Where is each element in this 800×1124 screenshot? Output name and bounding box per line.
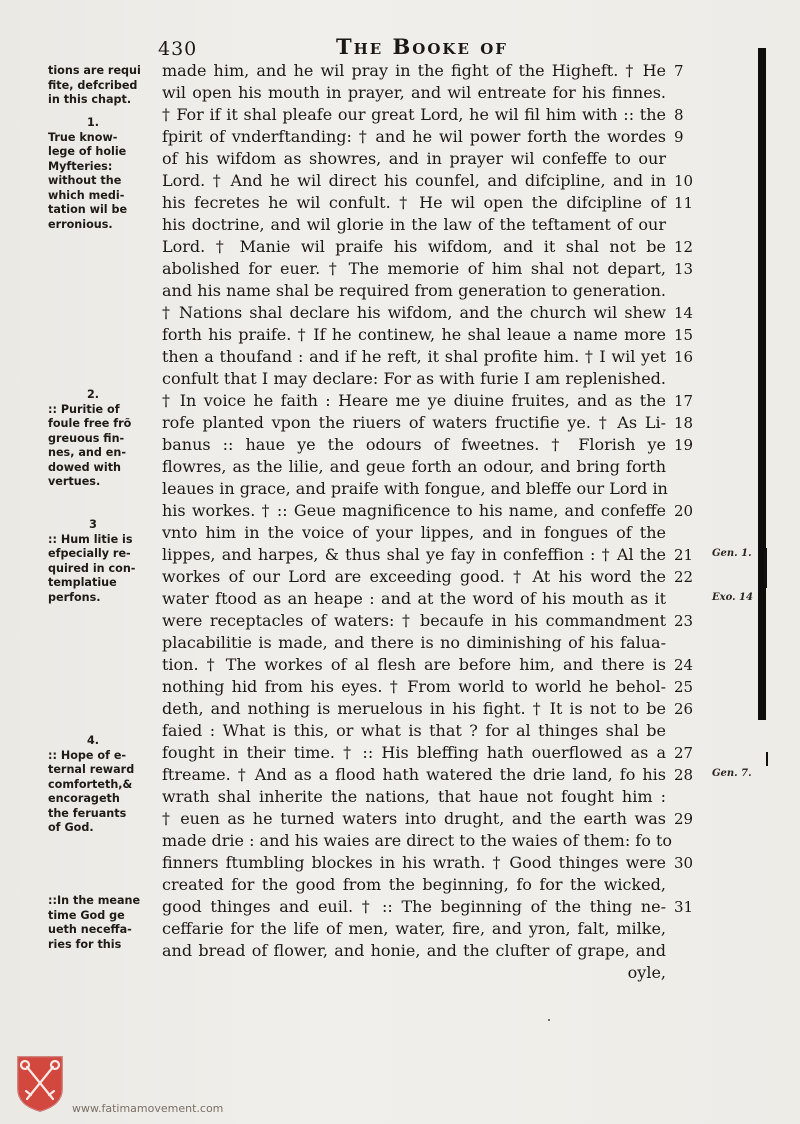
verse-number: 11 xyxy=(674,194,694,212)
text-line: his fecretes he wil confult. † He wil open the difcipline of xyxy=(162,193,666,212)
running-head: The Booke of xyxy=(336,34,508,59)
margin-note-number: 2. xyxy=(86,388,100,401)
verse-number: 10 xyxy=(674,172,694,190)
verse-number: 20 xyxy=(674,502,694,520)
verse-number: 22 xyxy=(674,568,694,586)
text-line: † euen as he turned waters into drught, and the earth was xyxy=(162,809,666,828)
verse-number: 30 xyxy=(674,854,694,872)
text-line: abolished for euer. † The memorie of him shal not depart, xyxy=(162,259,666,278)
verse-number: 27 xyxy=(674,744,694,762)
margin-note-line: tions are requi xyxy=(48,64,141,77)
margin-note xyxy=(48,734,158,836)
text-line: his workes. † :: Geue magnificence to his name, and confeffe xyxy=(162,501,666,520)
papal-keys-seal-icon xyxy=(14,1055,66,1113)
verse-number: 16 xyxy=(674,348,694,366)
text-line: rofe planted vpon the riuers of waters fructifie ye. † As Li- xyxy=(162,413,666,432)
print-speck xyxy=(548,1019,550,1021)
margin-note-line: time God ge xyxy=(48,908,125,922)
text-line: † Nations shal declare his wifdom, and the church wil shew xyxy=(162,303,666,322)
text-line: deth, and nothing is meruelous in his fight. † It is not to be xyxy=(162,699,666,718)
verse-number: 19 xyxy=(674,436,694,454)
gutter-tick xyxy=(766,752,768,766)
verse-number: 28 xyxy=(674,766,694,784)
text-line: were receptacles of waters: † becaufe in his commandment xyxy=(162,611,666,630)
verse-number: 25 xyxy=(674,678,694,696)
cross-reference: Gen. 1. xyxy=(712,548,752,559)
verse-number: 8 xyxy=(674,106,684,124)
verse-number: 31 xyxy=(674,898,694,916)
margin-note-number: 4. xyxy=(86,734,100,747)
verse-number: 17 xyxy=(674,392,694,410)
verse-number: 21 xyxy=(674,546,694,564)
text-line: oyle, xyxy=(627,963,666,982)
margin-note-line: comforteth,& xyxy=(48,777,133,791)
verse-number: 23 xyxy=(674,612,694,630)
margin-note-line: True know- xyxy=(48,130,118,144)
margin-note-line: greuous fin- xyxy=(48,431,125,445)
margin-note xyxy=(48,518,158,605)
cross-reference: Gen. 7. xyxy=(712,768,752,779)
text-line: forth his praife. † If he continew, he shal leaue a name more xyxy=(162,325,666,344)
margin-note xyxy=(48,116,158,232)
margin-note-line: templatiue xyxy=(48,576,117,589)
verse-number: 9 xyxy=(674,128,684,146)
text-line: † In voice he faith : Heare me ye diuine fruites, and as the xyxy=(162,391,666,410)
verse-number: 14 xyxy=(674,304,694,322)
gutter-tick xyxy=(764,548,767,588)
margin-note-line: ueth neceffa- xyxy=(48,923,132,936)
margin-note-line: :: Hope of e- xyxy=(48,748,127,762)
margin-note-line: tation wil be xyxy=(48,203,128,216)
text-line: good thinges and euil. † :: The beginning of the thing ne- xyxy=(162,897,666,916)
margin-note-line: erronious. xyxy=(48,217,113,231)
margin-note xyxy=(48,894,158,952)
margin-note-line: ternal reward xyxy=(48,763,135,776)
margin-note-line: ries for this xyxy=(48,937,122,951)
text-line: water ftood as an heape : and at the word of his mouth as it xyxy=(162,589,666,608)
text-line: workes of our Lord are exceeding good. † At his word the xyxy=(162,567,666,586)
verse-number: 15 xyxy=(674,326,694,344)
verse-number: 12 xyxy=(674,238,694,256)
margin-note-line: vertues. xyxy=(48,475,101,488)
margin-note xyxy=(48,388,158,490)
text-line: fought in their time. † :: His bleffing hath ouerflowed as a xyxy=(162,743,666,762)
margin-note-line: lege of holie xyxy=(48,145,127,158)
verse-number: 26 xyxy=(674,700,694,718)
margin-note-number: 3 xyxy=(89,518,97,531)
margin-note-line: :: Hum litie is xyxy=(48,532,133,546)
text-line: placabilitie is made, and there is no diminishing of his falua- xyxy=(162,633,666,652)
text-line: wil open his mouth in prayer, and wil entreate for his finnes. xyxy=(162,83,666,102)
verse-number: 29 xyxy=(674,810,694,828)
margin-note-line: the feruants xyxy=(48,806,127,820)
margin-note-line: dowed with xyxy=(48,460,122,474)
verse-number: 7 xyxy=(674,62,684,80)
text-line: lippes, and harpes, & thus shal ye fay in confeffion : † Al the xyxy=(162,545,666,564)
margin-note-line: foule free frõ xyxy=(48,417,132,430)
margin-note-line: efpecially re- xyxy=(48,547,131,560)
margin-note-number: 1. xyxy=(86,116,100,129)
text-line: ftreame. † And as a flood hath watered the drie land, fo his xyxy=(162,765,666,784)
verse-number: 13 xyxy=(674,260,694,278)
margin-note-line: :: Puritie of xyxy=(48,402,120,416)
text-line: his doctrine, and wil glorie in the law of the teftament of our xyxy=(162,215,666,234)
text-line: ceffarie for the life of men, water, fire, and yron, falt, milke, xyxy=(162,919,666,938)
text-line: confult that I may declare: For as with furie I am replenished. xyxy=(162,369,666,388)
margin-note-line: nes, and en- xyxy=(48,446,126,459)
margin-note-line: of God. xyxy=(48,821,94,834)
text-line: fpirit of vnderftanding: † and he wil power forth the wordes xyxy=(162,127,666,146)
margin-note-line: without the xyxy=(48,174,122,187)
text-line: Lord. † Manie wil praife his wifdom, and it shal not be xyxy=(162,237,666,256)
text-line: created for the good from the beginning, fo for the wicked, xyxy=(162,875,666,894)
margin-note-line: which medi- xyxy=(48,188,125,202)
text-line: Lord. † And he wil direct his counfel, and difcipline, and in xyxy=(162,171,666,190)
text-line: † For if it shal pleafe our great Lord, he wil fil him with :: the xyxy=(162,105,666,124)
verse-number: 24 xyxy=(674,656,694,674)
text-line: tion. † The workes of al flesh are before him, and there is xyxy=(162,655,666,674)
cross-reference: Exo. 14 xyxy=(712,592,753,603)
verse-number: 18 xyxy=(674,414,694,432)
text-line: flowres, as the lilie, and geue forth an odour, and bring forth xyxy=(162,457,666,476)
text-line: and bread of flower, and honie, and the clufter of grape, and xyxy=(162,941,666,960)
gutter-shadow-bar xyxy=(758,48,766,720)
margin-note-line: encorageth xyxy=(48,792,120,805)
margin-note-line: in this chapt. xyxy=(48,93,132,106)
watermark-url: www.fatimamovement.com xyxy=(72,1102,224,1115)
text-line: vnto him in the voice of your lippes, and in fongues of the xyxy=(162,523,666,542)
text-line: finners ftumbling blockes in his wrath. † Good thinges were xyxy=(162,853,666,872)
margin-note-line: fite, defcribed xyxy=(48,78,138,92)
text-line: then a thoufand : and if he reft, it shal profite him. † I wil yet xyxy=(162,347,666,366)
text-line: leaues in grace, and praife with fongue, and bleffe our Lord in xyxy=(162,479,668,498)
text-line: nothing hid from his eyes. † From world to world he behol- xyxy=(162,677,666,696)
page-number: 430 xyxy=(158,38,198,60)
text-line: of his wifdom as showres, and in prayer wil confeffe to our xyxy=(162,149,666,168)
text-line: made drie : and his waies are direct to the waies of them: fo to xyxy=(162,831,672,850)
text-line: wrath shal inherite the nations, that haue not fought him : xyxy=(162,787,666,806)
margin-note-line: ::In the meane xyxy=(48,894,141,907)
margin-note-line: perfons. xyxy=(48,590,101,604)
text-line: banus :: haue ye the odours of fweetnes. † Florish ye xyxy=(162,435,666,454)
text-line: faied : What is this, or what is that ? for al thinges shal be xyxy=(162,721,666,740)
text-line: and his name shal be required from generation to generation. xyxy=(162,281,666,300)
margin-note-line: quired in con- xyxy=(48,561,136,575)
margin-note-line: Myfteries: xyxy=(48,159,113,173)
text-line: made him, and he wil pray in the fight of the Higheft. † He xyxy=(162,61,666,80)
margin-note xyxy=(48,64,158,108)
